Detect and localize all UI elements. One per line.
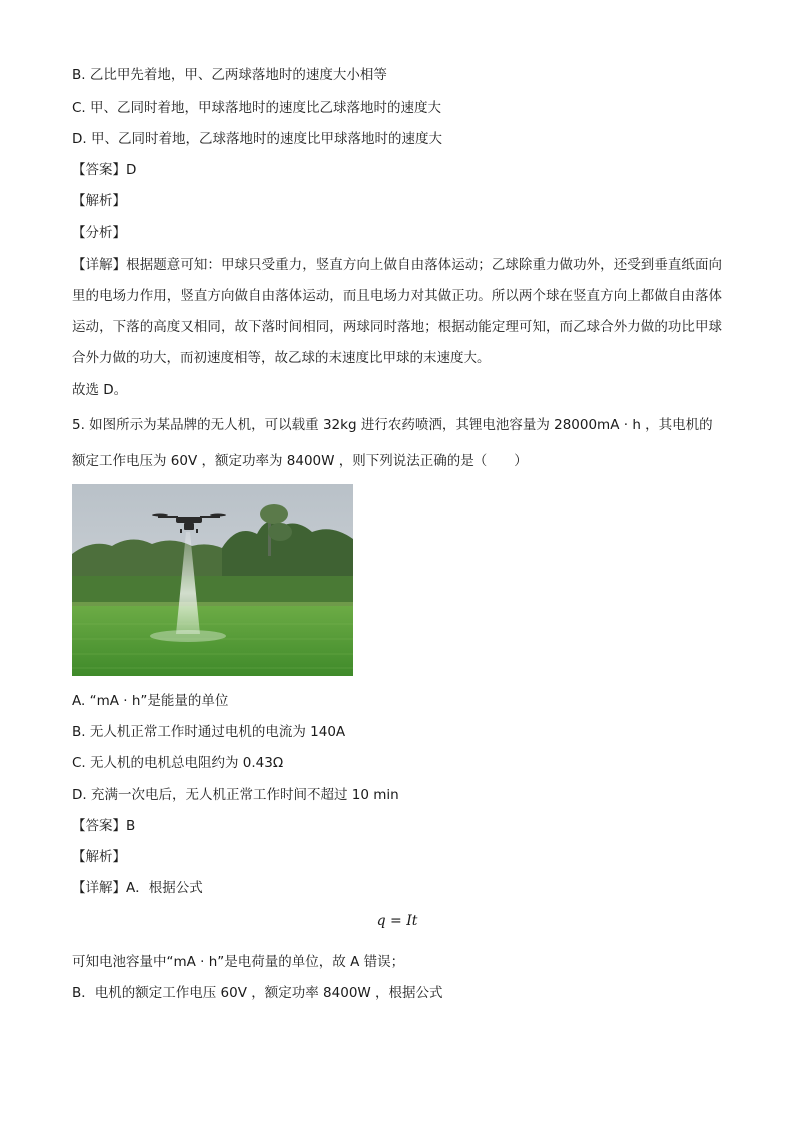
- option-d-prev: D. 甲、乙同时着地，乙球落地时的速度比甲球落地时的速度大: [72, 131, 442, 147]
- question-5-line-1: 5. 如图所示为某品牌的无人机，可以载重 32kg 进行农药喷洒，其锂电池容量为 28000mA · h ，其电机的: [72, 417, 713, 433]
- detail-paragraph-prev: 【详解】根据题意可知：甲球只受重力，竖直方向上做自由落体运动；乙球除重力做功外，还受到垂直纸面向里的电场力作用，竖直方向做自由落体运动，而且电场力对其做正功。所以两个球在竖直方向上都做自由落体运动，下落的高度又相同，故下落时间相同，两球同时落地；根据动能定理可知，而乙球合外力做的功比甲球合外力做的功大，而初速度相等，故乙球的末速度比甲球的末速度大。: [72, 257, 722, 366]
- option-d: D. 充满一次电后，无人机正常工作时间不超过 10 min: [72, 787, 399, 803]
- answer: 【答案】B: [72, 818, 136, 834]
- fenxi-heading: 【分析】: [72, 225, 126, 241]
- explain-a: 可知电池容量中“mA · h”是电荷量的单位，故 A 错误；: [72, 954, 405, 970]
- detail-b: B．电机的额定工作电压 60V ，额定功率 8400W ，根据公式: [72, 985, 443, 1001]
- option-c: C. 无人机的电机总电阻约为 0.43Ω: [72, 755, 284, 771]
- analysis-heading-prev: 【解析】: [72, 193, 126, 209]
- question-5-line-2: 额定工作电压为 60V ，额定功率为 8400W ，则下列说法正确的是（ ）: [72, 453, 528, 469]
- formula-q-it: q = It: [376, 913, 418, 929]
- answer-prev: 【答案】D: [72, 162, 137, 178]
- drone-photo: [72, 484, 353, 676]
- option-b: B. 无人机正常工作时通过电机的电流为 140A: [72, 724, 346, 740]
- detail-a: 【详解】A．根据公式: [72, 880, 203, 896]
- choose-answer-prev: 故选 D。: [72, 382, 128, 398]
- option-a: A. “mA · h”是能量的单位: [72, 693, 229, 709]
- option-b-prev: B. 乙比甲先着地，甲、乙两球落地时的速度大小相等: [72, 67, 387, 83]
- analysis-heading: 【解析】: [72, 849, 126, 865]
- option-c-prev: C. 甲、乙同时着地，甲球落地时的速度比乙球落地时的速度大: [72, 100, 442, 116]
